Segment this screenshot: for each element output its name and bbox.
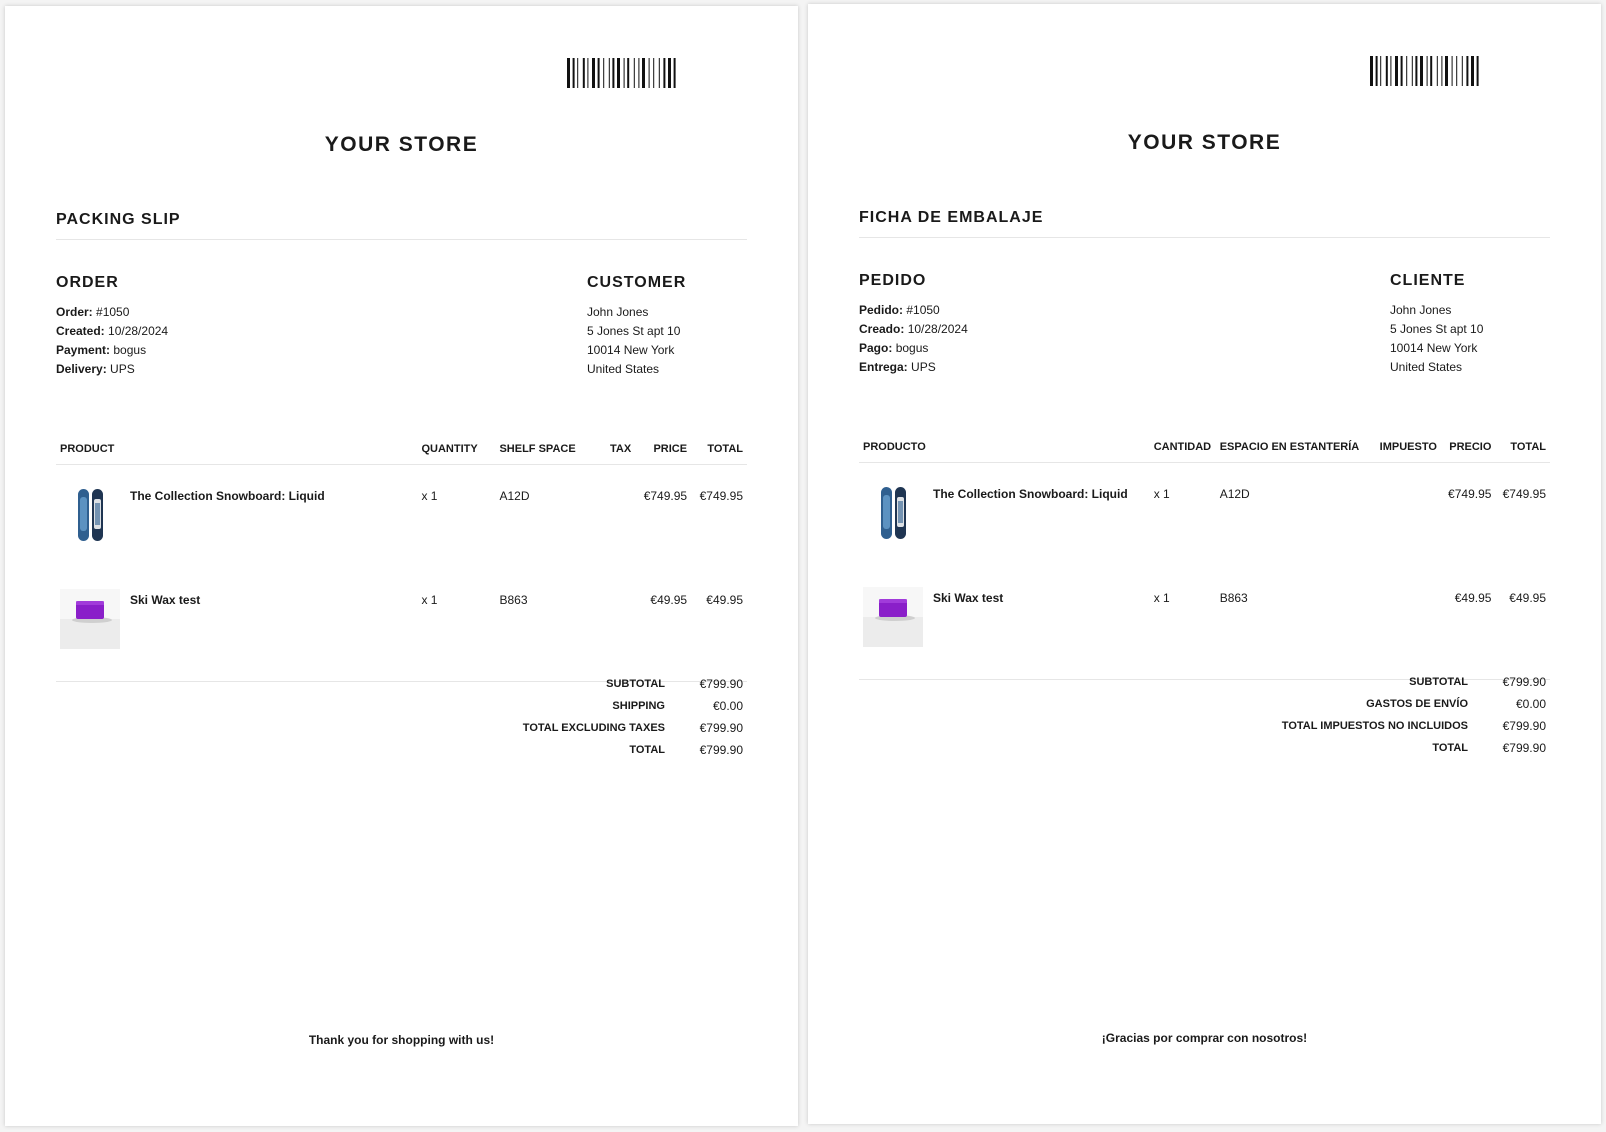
table-row — [56, 569, 747, 682]
product-price: €749.95 — [643, 489, 688, 503]
order-line: Pago: bogus — [859, 341, 929, 355]
thank-you-message: Thank you for shopping with us! — [308, 1033, 495, 1047]
total-excl-taxes-row: TOTAL IMPUESTOS NO INCLUIDOS €799.90 — [1281, 719, 1546, 733]
totals-table — [519, 673, 747, 761]
product-quantity: x 1 — [1153, 487, 1170, 501]
packing-slip-page-english — [5, 6, 798, 1126]
product-tax — [603, 465, 635, 570]
order-line: Created: 10/28/2024 — [56, 324, 169, 338]
order-details — [859, 301, 968, 377]
customer-country: United States — [587, 362, 660, 376]
customer-name: John Jones — [587, 305, 649, 319]
product-name: Ski Wax test — [126, 569, 417, 682]
total-excl-taxes-row: TOTAL EXCLUDING TAXES €799.90 — [522, 721, 743, 735]
shipping-row: GASTOS DE ENVÍO €0.00 — [1366, 697, 1546, 711]
order-heading: PEDIDO — [859, 272, 927, 289]
order-line: Creado: 10/28/2024 — [859, 322, 968, 336]
order-heading: ORDER — [56, 274, 119, 291]
col-product: PRODUCTO — [859, 436, 1150, 463]
thank-you-message: ¡Gracias por comprar con nosotros! — [1101, 1031, 1308, 1045]
col-tax: TAX — [603, 438, 635, 465]
product-quantity: x 1 — [417, 569, 495, 682]
product-name: The Collection Snowboard: Liquid — [933, 487, 1128, 501]
customer-street: 5 Jones St apt 10 — [587, 324, 681, 338]
order-details — [56, 303, 168, 379]
table-header-row — [859, 436, 1550, 463]
customer-heading: CLIENTE — [1390, 272, 1466, 289]
items-table — [859, 436, 1550, 680]
product-price: €749.95 — [1448, 487, 1492, 501]
table-row — [56, 465, 747, 570]
product-name: The Collection Snowboard: Liquid — [130, 489, 325, 503]
items-table — [56, 438, 747, 682]
subtotal-row: SUBTOTAL €799.90 — [1409, 675, 1546, 689]
table-row — [859, 463, 1550, 568]
col-shelf: ESPACIO EN ESTANTERÍA — [1216, 436, 1372, 463]
product-price: €49.95 — [635, 569, 691, 682]
col-quantity: QUANTITY — [417, 438, 495, 465]
customer-street: 5 Jones St apt 10 — [1390, 322, 1484, 336]
product-shelf: B863 — [495, 569, 603, 682]
col-price: PRICE — [635, 438, 691, 465]
table-header-row — [56, 438, 747, 465]
customer-country: United States — [1390, 360, 1463, 374]
product-tax — [1372, 567, 1441, 680]
product-shelf: A12D — [499, 489, 530, 503]
product-quantity: x 1 — [1150, 567, 1216, 680]
col-quantity: CANTIDAD — [1150, 436, 1216, 463]
product-quantity: x 1 — [421, 489, 438, 503]
col-price: PRECIO — [1441, 436, 1496, 463]
ski-wax-image — [863, 587, 923, 647]
table-row — [859, 567, 1550, 680]
col-total: TOTAL — [691, 438, 747, 465]
customer-city: 10014 New York — [587, 343, 675, 357]
ski-wax-image — [60, 589, 120, 649]
product-price: €49.95 — [1441, 567, 1496, 680]
customer-heading: CUSTOMER — [587, 274, 687, 291]
product-total: €49.95 — [691, 569, 747, 682]
col-total: TOTAL — [1495, 436, 1550, 463]
product-total: €749.95 — [1502, 487, 1546, 501]
snowboard-image — [60, 485, 120, 545]
barcode-icon — [1370, 56, 1550, 86]
product-shelf: B863 — [1216, 567, 1372, 680]
grand-total-row: TOTAL €799.90 — [1432, 741, 1546, 755]
col-shelf: SHELF SPACE — [495, 438, 603, 465]
order-line: Pedido: #1050 — [859, 303, 940, 317]
store-name: YOUR STORE — [324, 133, 479, 156]
product-name: Ski Wax test — [929, 567, 1150, 680]
customer-city: 10014 New York — [1390, 341, 1478, 355]
col-product: PRODUCT — [56, 438, 417, 465]
customer-name: John Jones — [1390, 303, 1452, 317]
barcode-icon — [567, 58, 747, 88]
snowboard-image — [863, 483, 923, 543]
shipping-row: SHIPPING €0.00 — [612, 699, 743, 713]
grand-total-row: TOTAL €799.90 — [629, 743, 743, 757]
col-tax: IMPUESTO — [1372, 436, 1441, 463]
store-name: YOUR STORE — [1127, 131, 1282, 154]
subtotal-row: SUBTOTAL €799.90 — [606, 677, 743, 691]
document-title: FICHA DE EMBALAJE — [859, 209, 1550, 238]
product-tax — [1372, 463, 1441, 568]
customer-address — [1390, 301, 1483, 377]
product-total: €49.95 — [1495, 567, 1550, 680]
customer-address — [587, 303, 680, 379]
product-tax — [603, 569, 635, 682]
packing-slip-page-spanish — [808, 4, 1601, 1124]
order-line: Delivery: UPS — [56, 362, 135, 376]
product-total: €749.95 — [699, 489, 743, 503]
document-title: PACKING SLIP — [56, 211, 747, 240]
order-line: Payment: bogus — [56, 343, 147, 357]
order-line: Entrega: UPS — [859, 360, 936, 374]
product-shelf: A12D — [1219, 487, 1250, 501]
totals-table — [1278, 671, 1550, 759]
order-line: Order: #1050 — [56, 305, 130, 319]
